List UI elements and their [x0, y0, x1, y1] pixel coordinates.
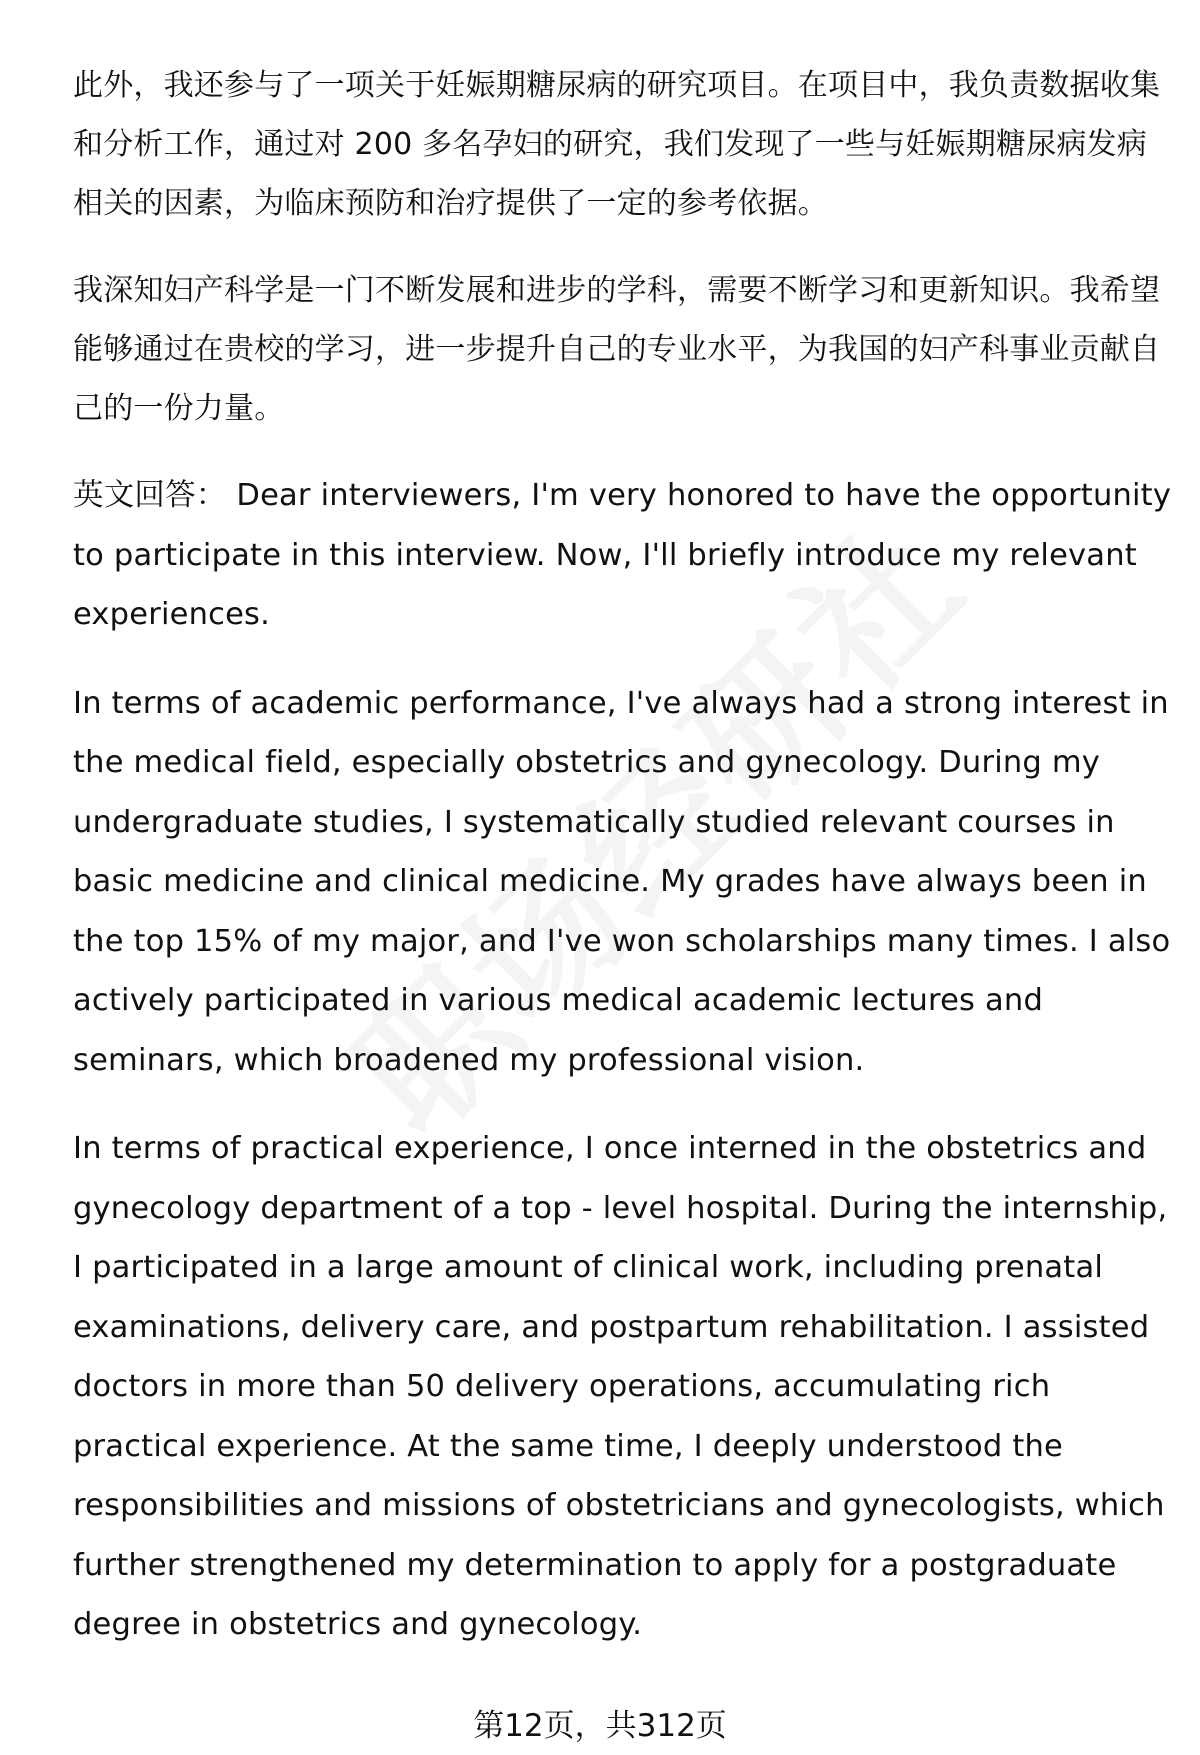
paragraph-academic-performance: In terms of academic performance, I've always had a strong interest in the medical field, especially obstetrics and gynecology. During my undergraduate studies, I systematically studied relevant courses in basic medicine and clinical medicine. My grades have always been in the top 15% of my major, and I've won scholarships many times. I also actively participated in various medical academic lectures and seminars, which broadened my professional vision.	[73, 685, 1171, 1078]
page-number-footer: 第12页，共312页	[473, 1708, 727, 1744]
document-body	[73, 56, 1173, 1684]
paragraph-aspiration: 我深知妇产科学是一门不断发展和进步的学科，需要不断学习和更新知识。我希望能够通过在贵校的学习，进一步提升自己的专业水平，为我国的妇产科事业贡献自己的一份力量。	[73, 273, 1161, 426]
paragraph-english-intro: 英文回答： Dear interviewers, I'm very honored to have the opportunity to participate in this interview. Now, I'll briefly introduce my relevant experiences.	[73, 478, 1172, 632]
paragraph-research-project: 此外，我还参与了一项关于妊娠期糖尿病的研究项目。在项目中，我负责数据收集和分析工作，通过对 200 多名孕妇的研究，我们发现了一些与妊娠期糖尿病发病相关的因素，为临床预防和治疗提供了一定的参考依据。	[73, 68, 1161, 221]
paragraph-practical-experience: In terms of practical experience, I once interned in the obstetrics and gynecology department of a top - level hospital. During the internship, I participated in a large amount of clinical work, including prenatal examinations, delivery care, and postpartum rehabilitation. I assisted doctors in more than 50 delivery operations, accumulating rich practical experience. At the same time, I deeply understood the responsibilities and missions of obstetricians and gynecologists, which further strengthened my determination to apply for a postgraduate degree in obstetrics and gynecology.	[73, 1131, 1168, 1642]
